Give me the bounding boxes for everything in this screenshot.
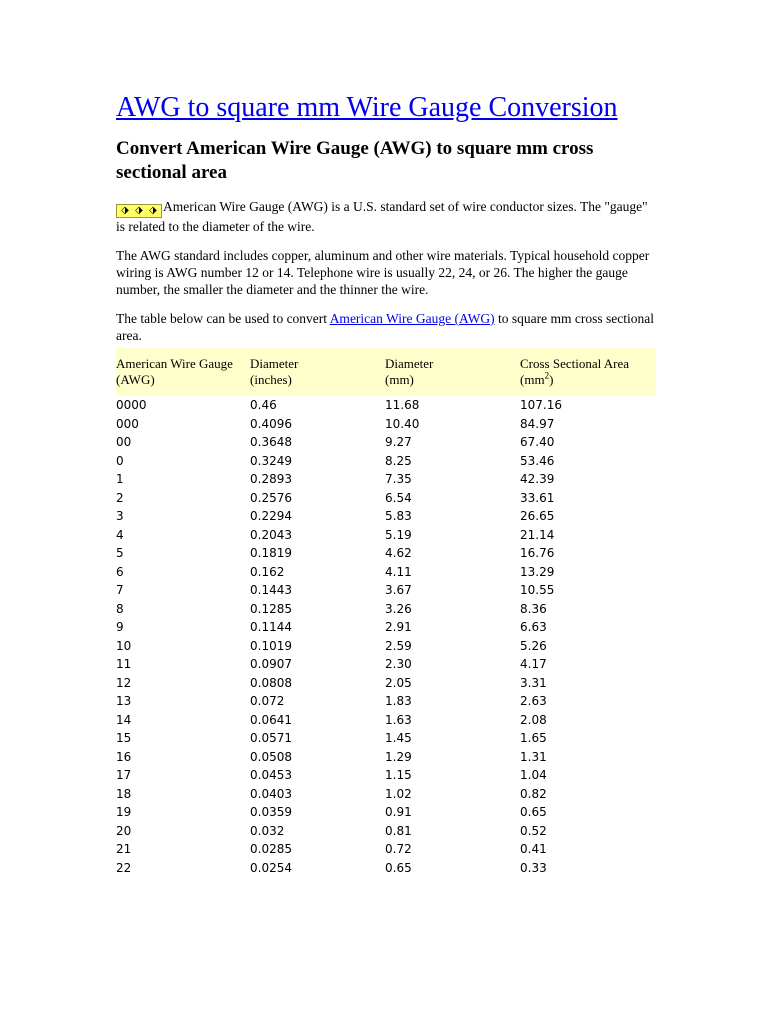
cell-diameter-mm: 2.30 — [385, 657, 412, 672]
cell-diameter-inches: 0.1019 — [250, 638, 292, 653]
cell-diameter-inches: 0.2294 — [250, 509, 292, 524]
cell-area: 42.39 — [520, 472, 555, 487]
table-row — [116, 600, 656, 619]
cell-awg: 18 — [116, 786, 132, 801]
table-row — [116, 674, 656, 693]
cell-diameter-mm: 1.45 — [385, 731, 412, 746]
table-row — [116, 803, 656, 822]
cell-diameter-mm: 2.91 — [385, 620, 412, 635]
cell-diameter-mm: 4.62 — [385, 546, 412, 561]
cell-diameter-mm: 0.65 — [385, 860, 412, 875]
table-row — [116, 692, 656, 711]
title-link[interactable]: AWG to square mm Wire Gauge Conversion — [116, 92, 618, 123]
cell-area: 2.08 — [520, 712, 547, 727]
table-row — [116, 748, 656, 767]
table-row — [116, 729, 656, 748]
header-awg — [116, 348, 250, 396]
cell-area: 84.97 — [520, 416, 555, 431]
cell-awg: 8 — [116, 601, 124, 616]
cell-area: 5.26 — [520, 638, 547, 653]
cell-awg: 2 — [116, 490, 124, 505]
edit-icon[interactable]: ⬗ — [135, 205, 143, 216]
cell-diameter-inches: 0.032 — [250, 823, 285, 838]
cell-diameter-inches: 0.0254 — [250, 860, 292, 875]
cell-diameter-mm: 3.67 — [385, 583, 412, 598]
cell-diameter-inches: 0.0403 — [250, 786, 292, 801]
edit-icon[interactable]: ⬗ — [149, 205, 157, 216]
cell-awg: 6 — [116, 564, 124, 579]
table-row — [116, 470, 656, 489]
cell-diameter-inches: 0.0359 — [250, 805, 292, 820]
cell-area: 4.17 — [520, 657, 547, 672]
cell-area: 107.16 — [520, 398, 562, 413]
cell-awg: 11 — [116, 657, 132, 672]
intro-paragraph — [116, 198, 656, 235]
table-row — [116, 859, 656, 878]
cell-area: 21.14 — [520, 527, 555, 542]
table-row — [116, 822, 656, 841]
cell-area: 0.82 — [520, 786, 547, 801]
header-area-superscript: 2 — [544, 370, 550, 381]
header-awg-unit: (AWG) — [116, 372, 155, 387]
document-page — [116, 92, 656, 877]
table-header-row — [116, 348, 656, 396]
page-subtitle: Convert American Wire Gauge (AWG) to square mm cross sectional area — [116, 138, 594, 183]
page-title — [116, 92, 656, 124]
cell-awg: 14 — [116, 712, 132, 727]
cell-diameter-inches: 0.46 — [250, 398, 277, 413]
edit-toolbar[interactable] — [116, 204, 162, 218]
cell-area: 1.04 — [520, 768, 547, 783]
header-diameter-label: Diameter — [385, 356, 434, 371]
cell-diameter-mm: 5.83 — [385, 509, 412, 524]
awg-link[interactable]: American Wire Gauge (AWG) — [329, 311, 495, 326]
cell-awg: 17 — [116, 768, 132, 783]
cell-diameter-mm: 0.81 — [385, 823, 412, 838]
cell-awg: 16 — [116, 749, 132, 764]
table-intro-paragraph — [116, 310, 656, 344]
table-row — [116, 581, 656, 600]
cell-awg: 0 — [116, 453, 124, 468]
cell-diameter-inches: 0.4096 — [250, 416, 292, 431]
cell-diameter-inches: 0.072 — [250, 694, 285, 709]
cell-diameter-inches: 0.1443 — [250, 583, 292, 598]
table-row — [116, 711, 656, 730]
cell-area: 6.63 — [520, 620, 547, 635]
cell-diameter-inches: 0.0641 — [250, 712, 292, 727]
cell-awg: 20 — [116, 823, 132, 838]
cell-diameter-mm: 10.40 — [385, 416, 420, 431]
cell-area: 2.63 — [520, 694, 547, 709]
table-row — [116, 433, 656, 452]
table-row — [116, 452, 656, 471]
cell-awg: 21 — [116, 842, 132, 857]
cell-diameter-mm: 7.35 — [385, 472, 412, 487]
header-cross-sectional-area — [520, 348, 656, 396]
cell-diameter-inches: 0.0571 — [250, 731, 292, 746]
table-row — [116, 489, 656, 508]
table-row — [116, 526, 656, 545]
cell-diameter-mm: 5.19 — [385, 527, 412, 542]
standard-paragraph: The AWG standard includes copper, aluminum and other wire materials. Typical household copper wiring is AWG number 12 or 14. Telephone wire is usually 22, 24, or 26. The higher the gauge number, the smaller the diameter and the thinner the wire. — [116, 248, 650, 297]
cell-area: 26.65 — [520, 509, 555, 524]
cell-awg: 5 — [116, 546, 124, 561]
cell-diameter-mm: 1.83 — [385, 694, 412, 709]
cell-awg: 13 — [116, 694, 132, 709]
cell-diameter-mm: 9.27 — [385, 435, 412, 450]
cell-diameter-mm: 1.02 — [385, 786, 412, 801]
cell-diameter-inches: 0.162 — [250, 564, 285, 579]
header-area-unit: (mm — [520, 372, 545, 387]
cell-area: 13.29 — [520, 564, 555, 579]
table-row — [116, 840, 656, 859]
cell-area: 16.76 — [520, 546, 555, 561]
cell-awg: 0000 — [116, 398, 147, 413]
cell-diameter-inches: 0.3249 — [250, 453, 292, 468]
cell-diameter-mm: 3.26 — [385, 601, 412, 616]
table-body — [116, 396, 656, 877]
cell-area: 8.36 — [520, 601, 547, 616]
cell-area: 3.31 — [520, 675, 547, 690]
cell-diameter-mm: 0.91 — [385, 805, 412, 820]
edit-icon[interactable]: ⬗ — [121, 205, 129, 216]
awg-conversion-table — [116, 348, 656, 877]
cell-area: 0.41 — [520, 842, 547, 857]
table-row — [116, 507, 656, 526]
header-awg-label: American Wire Gauge — [116, 356, 233, 371]
cell-diameter-mm: 1.63 — [385, 712, 412, 727]
cell-awg: 3 — [116, 509, 124, 524]
cell-area: 0.52 — [520, 823, 547, 838]
header-area-close: ) — [549, 372, 554, 387]
cell-diameter-inches: 0.0907 — [250, 657, 292, 672]
cell-area: 0.65 — [520, 805, 547, 820]
cell-diameter-inches: 0.1285 — [250, 601, 292, 616]
cell-awg: 00 — [116, 435, 132, 450]
cell-awg: 10 — [116, 638, 132, 653]
cell-awg: 4 — [116, 527, 124, 542]
cell-area: 67.40 — [520, 435, 555, 450]
cell-awg: 22 — [116, 860, 132, 875]
cell-diameter-mm: 11.68 — [385, 398, 420, 413]
table-row — [116, 563, 656, 582]
cell-diameter-inches: 0.3648 — [250, 435, 292, 450]
cell-diameter-inches: 0.0808 — [250, 675, 292, 690]
cell-awg: 7 — [116, 583, 124, 598]
header-area-label: Cross Sectional Area — [520, 356, 630, 371]
cell-awg: 19 — [116, 805, 132, 820]
cell-awg: 1 — [116, 472, 124, 487]
cell-diameter-inches: 0.2893 — [250, 472, 292, 487]
cell-diameter-inches: 0.0453 — [250, 768, 292, 783]
cell-diameter-mm: 1.29 — [385, 749, 412, 764]
table-intro-text-end: to square mm cross sectional area. — [116, 311, 654, 343]
cell-diameter-inches: 0.0508 — [250, 749, 292, 764]
cell-diameter-mm: 4.11 — [385, 564, 412, 579]
cell-diameter-inches: 0.1144 — [250, 620, 292, 635]
intro-text: American Wire Gauge (AWG) is a U.S. standard set of wire conductor sizes. The "gauge" is related to the diameter of the wire. — [116, 199, 648, 234]
cell-diameter-mm: 2.59 — [385, 638, 412, 653]
cell-area: 53.46 — [520, 453, 555, 468]
cell-area: 10.55 — [520, 583, 555, 598]
cell-diameter-inches: 0.1819 — [250, 546, 292, 561]
table-row — [116, 396, 656, 415]
table-row — [116, 544, 656, 563]
table-row — [116, 655, 656, 674]
table-row — [116, 785, 656, 804]
cell-diameter-mm: 6.54 — [385, 490, 412, 505]
cell-area: 0.33 — [520, 860, 547, 875]
header-diameter-inches — [250, 348, 385, 396]
cell-diameter-mm: 2.05 — [385, 675, 412, 690]
cell-awg: 15 — [116, 731, 132, 746]
cell-diameter-mm: 0.72 — [385, 842, 412, 857]
table-row — [116, 766, 656, 785]
cell-area: 1.31 — [520, 749, 547, 764]
cell-diameter-inches: 0.0285 — [250, 842, 292, 857]
cell-area: 1.65 — [520, 731, 547, 746]
cell-diameter-mm: 1.15 — [385, 768, 412, 783]
table-row — [116, 637, 656, 656]
table-row — [116, 415, 656, 434]
cell-awg: 000 — [116, 416, 139, 431]
header-diameter-unit: (inches) — [250, 372, 292, 387]
header-diameter-unit: (mm) — [385, 372, 414, 387]
cell-diameter-inches: 0.2043 — [250, 527, 292, 542]
cell-diameter-inches: 0.2576 — [250, 490, 292, 505]
cell-awg: 12 — [116, 675, 132, 690]
cell-diameter-mm: 8.25 — [385, 453, 412, 468]
header-diameter-mm — [385, 348, 520, 396]
table-row — [116, 618, 656, 637]
cell-area: 33.61 — [520, 490, 555, 505]
table-intro-text: The table below can be used to convert — [116, 311, 330, 326]
cell-awg: 9 — [116, 620, 124, 635]
header-diameter-label: Diameter — [250, 356, 299, 371]
